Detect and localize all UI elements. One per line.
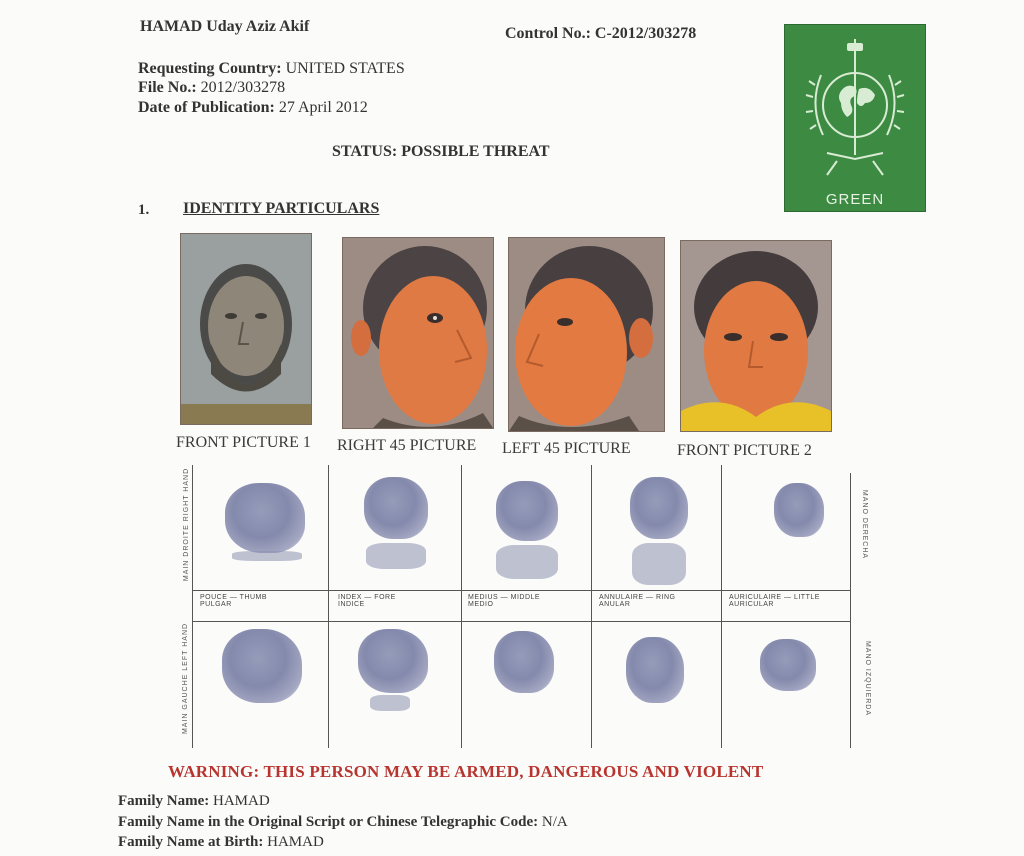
photo-front-2 [680, 240, 832, 432]
field-name-at-birth [118, 834, 324, 851]
left-hand-label: MAIN GAUCHE LEFT HAND [182, 622, 190, 735]
interpol-emblem-icon [797, 35, 913, 185]
finger-en: THUMB [239, 594, 268, 601]
finger-es: INDICE [338, 601, 365, 608]
file-label: File No.: [138, 79, 197, 96]
date-value: 27 April 2012 [278, 99, 368, 116]
control-label: Control No.: [505, 25, 591, 42]
fingerprint-left-ring [626, 637, 684, 703]
print-smudge [366, 543, 426, 569]
field-value: HAMAD [267, 834, 324, 850]
photo-right-45 [342, 237, 494, 429]
grid-line [192, 465, 193, 748]
field-label: Family Name: [118, 793, 210, 809]
fingerprint-right-ring [630, 477, 688, 539]
fingerprint-right-middle [496, 481, 558, 541]
finger-label-thumb: POUCE — THUMB PULGAR [200, 594, 268, 608]
print-smudge [496, 545, 558, 579]
file-number [138, 79, 285, 97]
grid-line [591, 465, 592, 748]
fingerprint-right-thumb [225, 483, 305, 553]
fingerprint-left-index [358, 629, 428, 693]
field-label: Family Name in the Original Script or Chinese Telegraphic Code: [118, 814, 539, 830]
publication-date [138, 99, 368, 117]
subject-name: HAMAD Uday Aziz Akif [140, 18, 310, 35]
finger-fr: MEDIUS [468, 594, 499, 601]
field-original-script [118, 814, 568, 831]
finger-en: RING [655, 594, 676, 601]
field-value: HAMAD [212, 793, 270, 809]
caption-front-2: FRONT PICTURE 2 [677, 442, 812, 459]
finger-label-middle: MEDIUS — MIDDLE MEDIO [468, 594, 541, 608]
requesting-label: Requesting Country: [138, 60, 282, 77]
field-value: N/A [541, 814, 568, 830]
fingerprint-left-middle [494, 631, 554, 693]
caption-left-45: LEFT 45 PICTURE [502, 440, 631, 457]
requesting-value: UNITED STATES [285, 60, 405, 77]
finger-label-ring: ANNULAIRE — RING ANULAR [599, 594, 676, 608]
finger-es: ANULAR [599, 601, 631, 608]
fingerprint-right-little [774, 483, 824, 537]
finger-en: MIDDLE [510, 594, 541, 601]
control-number [505, 25, 696, 43]
finger-fr: INDEX [338, 594, 362, 601]
finger-en: LITTLE [793, 594, 820, 601]
right-hand-label: MAIN DROITE RIGHT HAND [183, 467, 191, 582]
warning-banner: WARNING: THIS PERSON MAY BE ARMED, DANGEROUS AND VIOLENT [168, 762, 764, 781]
field-label: Family Name at Birth: [118, 834, 264, 850]
field-family-name [118, 793, 270, 810]
finger-es: AURICULAR [729, 601, 774, 608]
notice-badge [784, 24, 926, 212]
status-line: STATUS: POSSIBLE THREAT [332, 143, 550, 160]
fingerprint-card [170, 463, 872, 753]
section-number: 1. [138, 202, 150, 218]
grid-line [721, 465, 722, 748]
caption-right-45: RIGHT 45 PICTURE [337, 437, 477, 454]
finger-es: MEDIO [468, 601, 494, 608]
finger-fr: ANNULAIRE [599, 594, 644, 601]
finger-label-little: AURICULAIRE — LITTLE AURICULAR [729, 594, 820, 608]
fingerprint-left-little [760, 639, 816, 691]
badge-label: GREEN [825, 191, 885, 208]
print-smudge [232, 551, 302, 561]
grid-line [328, 465, 329, 748]
right-hand-label-es: MANO DERECHA [861, 489, 869, 560]
left-hand-label-es: MANO IZQUIERDA [864, 640, 872, 717]
requesting-country [138, 60, 405, 78]
photo-left-45 [508, 237, 665, 432]
grid-line [461, 465, 462, 748]
fingerprint-right-index [364, 477, 428, 539]
finger-es: PULGAR [200, 601, 232, 608]
finger-label-index: INDEX — FORE INDICE [338, 594, 396, 608]
grid-line [850, 473, 851, 748]
fingerprint-left-thumb [222, 629, 302, 703]
finger-fr: POUCE [200, 594, 228, 601]
photo-front-1 [180, 233, 312, 425]
finger-en: FORE [374, 594, 396, 601]
grid-line [192, 590, 850, 591]
date-label: Date of Publication: [138, 99, 275, 116]
control-value: C-2012/303278 [594, 25, 697, 42]
grid-line [192, 621, 850, 622]
section-title: IDENTITY PARTICULARS [183, 200, 380, 217]
finger-fr: AURICULAIRE [729, 594, 782, 601]
print-smudge [632, 543, 686, 585]
print-smudge [370, 695, 410, 711]
caption-front-1: FRONT PICTURE 1 [176, 434, 311, 451]
file-value: 2012/303278 [200, 79, 286, 96]
